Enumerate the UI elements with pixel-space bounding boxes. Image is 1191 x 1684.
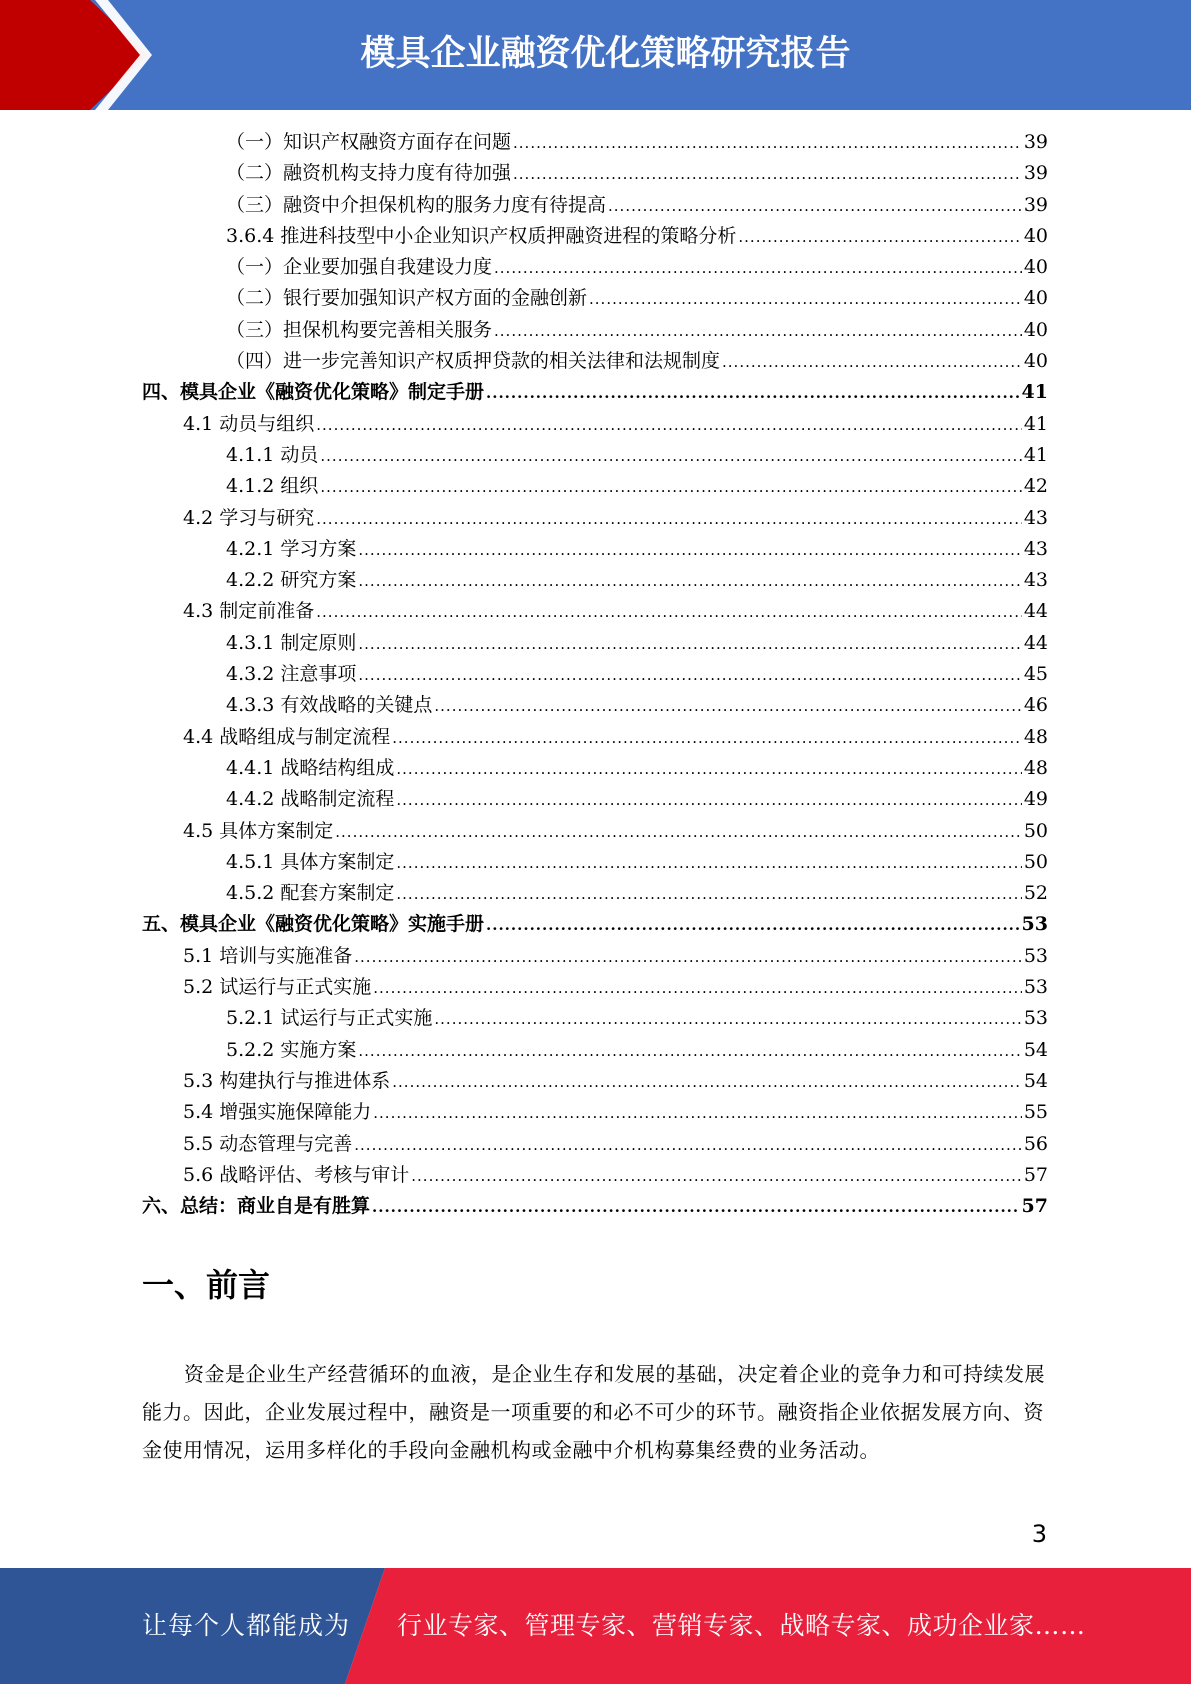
toc-page-number: 43 [1023,506,1048,529]
toc-page-number: 40 [1023,224,1048,247]
toc-entry[interactable] [142,534,1048,565]
toc-entry-label: （四）进一步完善知识产权质押贷款的相关法律和法规制度 [226,350,721,373]
toc-entry[interactable] [142,283,1048,314]
toc-entry[interactable] [142,847,1048,878]
toc-entry-label: （一）知识产权融资方面存在问题 [226,131,512,153]
toc-dot-leader [494,322,1022,340]
toc-entry[interactable] [142,190,1048,221]
toc-page-number: 55 [1023,1101,1048,1124]
toc-dot-leader [396,791,1021,809]
toc-entry[interactable] [142,596,1048,627]
toc-dot-leader [396,854,1021,872]
toc-dot-leader [358,666,1021,684]
toc-dot-leader [589,290,1022,308]
toc-dot-leader [358,541,1021,559]
toc-page-number: 41 [1023,412,1048,435]
toc-entry[interactable] [142,1066,1048,1097]
toc-entry-label: 4.4.1 战略结构组成 [226,756,395,779]
toc-dot-leader [434,697,1021,715]
toc-dot-leader [320,447,1021,465]
toc-entry-label: 4.4.2 战略制定流程 [226,788,395,811]
toc-entry[interactable] [142,1097,1048,1128]
toc-entry[interactable] [142,1003,1048,1034]
toc-page-number: 53 [1021,913,1048,936]
toc-entry[interactable] [142,1035,1048,1066]
toc-entry[interactable] [142,909,1048,940]
toc-entry-label: 五、模具企业《融资优化策略》实施手册 [142,913,485,936]
toc-entry-label: （二）融资机构支持力度有待加强 [226,162,512,185]
toc-entry-label: 5.2.2 实施方案 [226,1038,357,1061]
toc-dot-leader [513,165,1022,183]
toc-entry-label: 4.5 具体方案制定 [183,819,334,842]
toc-page-number: 57 [1021,1195,1048,1218]
toc-entry-label: 3.6.4 推进科技型中小企业知识产权质押融资进程的策略分析 [226,224,737,247]
toc-page-number: 52 [1023,882,1048,905]
toc-dot-leader [434,1010,1021,1028]
toc-entry-label: 4.1.1 动员 [226,443,319,466]
toc-entry[interactable] [142,1191,1048,1222]
toc-entry[interactable] [142,221,1048,252]
toc-entry[interactable] [142,941,1048,972]
toc-dot-leader [486,384,1020,402]
page-header [0,0,1191,110]
toc-entry-label: 5.1 培训与实施准备 [183,944,353,967]
toc-entry-label: 4.2 学习与研究 [183,506,315,529]
toc-dot-leader [608,197,1022,215]
toc-dot-leader [358,572,1021,590]
toc-entry-label: 4.3 制定前准备 [183,600,315,623]
toc-dot-leader [358,1042,1021,1060]
toc-entry-label: 4.1.2 组织 [226,475,319,498]
toc-entry[interactable] [142,659,1048,690]
toc-dot-leader [494,259,1022,277]
toc-page-number: 46 [1023,694,1048,717]
toc-entry-label: 5.2 试运行与正式实施 [183,976,372,999]
toc-dot-leader [373,979,1022,997]
toc-entry-label: 4.3.2 注意事项 [226,663,357,686]
page-footer [0,1568,1191,1684]
toc-entry[interactable] [142,1129,1048,1160]
toc-page-number: 44 [1023,631,1048,654]
toc-entry-label: 5.6 战略评估、考核与审计 [183,1163,410,1186]
toc-entry[interactable] [142,315,1048,346]
table-of-contents [142,127,1048,1222]
toc-page-number: 39 [1023,131,1048,153]
toc-entry[interactable] [142,784,1048,815]
toc-entry-label: 4.3.1 制定原则 [226,631,357,654]
toc-page-number: 42 [1023,475,1048,498]
toc-dot-leader [358,635,1021,653]
report-title: 模具企业融资优化策略研究报告 [360,34,851,74]
toc-page-number: 57 [1023,1163,1048,1186]
toc-entry-label: （三）担保机构要完善相关服务 [226,318,493,341]
toc-page-number: 53 [1023,976,1048,999]
toc-entry[interactable] [142,816,1048,847]
toc-page-number: 40 [1023,287,1048,310]
toc-entry-label: 六、总结：商业自是有胜算 [142,1195,371,1218]
toc-entry[interactable] [142,972,1048,1003]
toc-page-number: 53 [1023,1007,1048,1030]
toc-entry-label: 四、模具企业《融资优化策略》制定手册 [142,381,485,404]
toc-entry-label: （三）融资中介担保机构的服务力度有待提高 [226,193,607,216]
toc-page-number: 56 [1023,1132,1048,1155]
section-heading: 一、前言 [142,1266,271,1304]
toc-dot-leader [513,134,1022,152]
page-number: 3 [1031,1520,1047,1548]
toc-entry[interactable] [142,409,1048,440]
toc-page-number: 43 [1023,569,1048,592]
toc-entry[interactable] [142,252,1048,283]
toc-page-number: 40 [1023,256,1048,279]
toc-page-number: 40 [1023,350,1048,373]
toc-page-number: 50 [1023,819,1048,842]
toc-page-number: 40 [1023,318,1048,341]
toc-page-number: 39 [1023,162,1048,185]
footer-slogan-right: 行业专家、管理专家、营销专家、战略专家、成功企业家…… [397,1611,1086,1640]
toc-entry-label: （一）企业要加强自我建设力度 [226,256,493,279]
toc-entry[interactable] [142,565,1048,596]
toc-entry-label: 5.3 构建执行与推进体系 [183,1069,391,1092]
toc-page-number: 44 [1023,600,1048,623]
intro-paragraph: 资金是企业生产经营循环的血液，是企业生存和发展的基础，决定着企业的竞争力和可持续发展能力。因此，企业发展过程中，融资是一项重要的和必不可少的环节。融资指企业依据发展方向、资金使用情况，运用多样化的手段向金融机构或金融中介机构募集经费的业务活动。 [142,1362,1045,1462]
toc-dot-leader [396,885,1021,903]
toc-dot-leader [354,1136,1022,1154]
toc-entry-label: 4.5.2 配套方案制定 [226,882,395,905]
toc-dot-leader [316,603,1022,621]
toc-entry[interactable] [142,158,1048,189]
footer-slogan-left: 让每个人都能成为 [142,1611,351,1640]
toc-page-number: 54 [1023,1069,1048,1092]
toc-entry-label: （二）银行要加强知识产权方面的金融创新 [226,287,588,310]
toc-entry[interactable] [142,346,1048,377]
toc-dot-leader [372,1198,1020,1216]
toc-dot-leader [316,416,1022,434]
toc-dot-leader [354,948,1022,966]
toc-page-number: 50 [1023,850,1048,873]
toc-page-number: 43 [1023,537,1048,560]
toc-page-number: 48 [1023,756,1048,779]
toc-entry-label: 4.2.1 学习方案 [226,537,357,560]
toc-dot-leader [411,1167,1022,1185]
toc-dot-leader [392,1073,1022,1091]
toc-entry-label: 4.3.3 有效战略的关键点 [226,694,433,717]
toc-page-number: 41 [1023,443,1048,466]
toc-entry[interactable] [142,127,1048,158]
toc-entry[interactable] [142,722,1048,753]
toc-dot-leader [335,823,1022,841]
toc-dot-leader [373,1104,1022,1122]
toc-entry[interactable] [142,690,1048,721]
toc-page-number: 39 [1023,193,1048,216]
toc-entry-label: 5.4 增强实施保障能力 [183,1101,372,1124]
toc-page-number: 54 [1023,1038,1048,1061]
toc-dot-leader [722,353,1022,371]
toc-dot-leader [316,510,1022,528]
toc-entry[interactable] [142,471,1048,502]
toc-page-number: 45 [1023,663,1048,686]
toc-dot-leader [486,916,1020,934]
toc-entry[interactable] [142,377,1048,408]
toc-dot-leader [392,729,1022,747]
toc-entry-label: 4.1 动员与组织 [183,412,315,435]
toc-entry[interactable] [142,628,1048,659]
toc-entry[interactable] [142,878,1048,909]
toc-entry[interactable] [142,1160,1048,1191]
toc-entry[interactable] [142,440,1048,471]
toc-page-number: 41 [1021,381,1048,404]
toc-entry-label: 5.2.1 试运行与正式实施 [226,1007,433,1030]
toc-entry[interactable] [142,753,1048,784]
toc-entry[interactable] [142,503,1048,534]
toc-entry-label: 4.4 战略组成与制定流程 [183,725,391,748]
toc-dot-leader [738,228,1021,246]
toc-entry-label: 5.5 动态管理与完善 [183,1132,353,1155]
toc-entry-label: 4.5.1 具体方案制定 [226,850,395,873]
toc-page-number: 53 [1023,944,1048,967]
toc-page-number: 49 [1023,788,1048,811]
toc-dot-leader [320,478,1021,496]
toc-page-number: 48 [1023,725,1048,748]
toc-entry-label: 4.2.2 研究方案 [226,569,357,592]
toc-dot-leader [396,760,1021,778]
